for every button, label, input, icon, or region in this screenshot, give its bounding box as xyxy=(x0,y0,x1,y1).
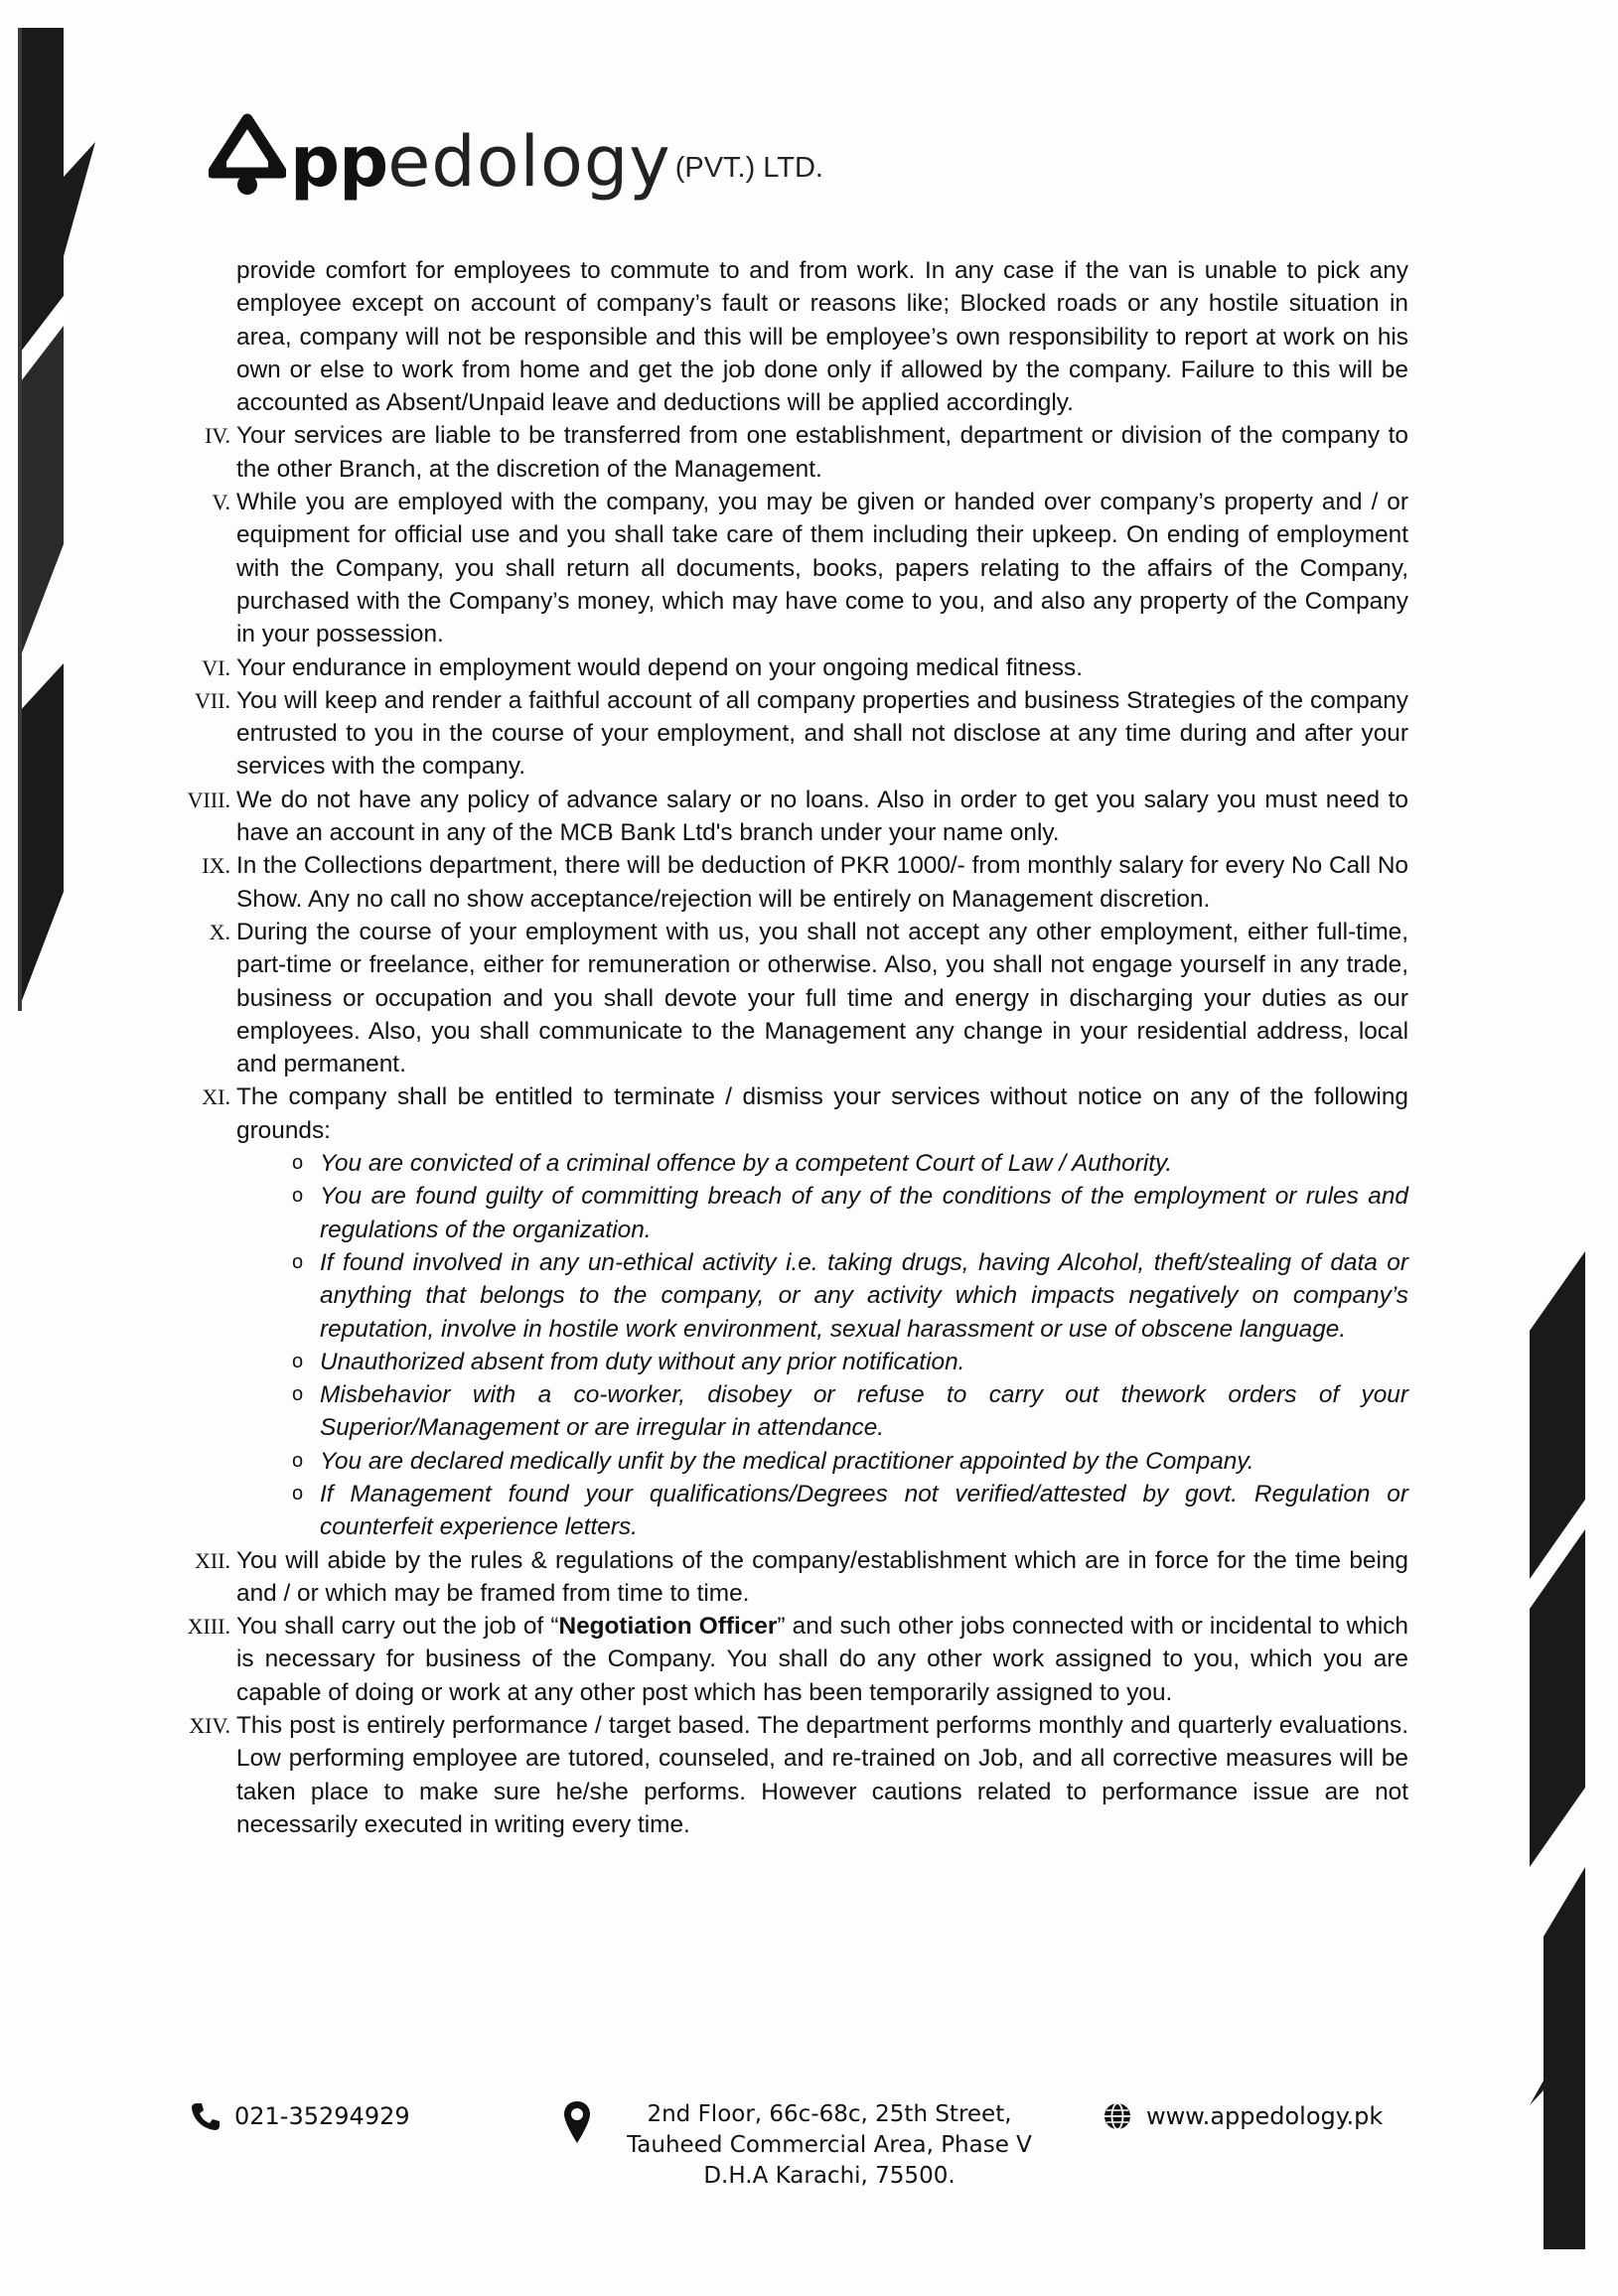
phone-icon xyxy=(191,2101,221,2131)
logo-company-suffix: (PVT.) LTD. xyxy=(674,152,823,184)
termination-ground-item xyxy=(292,1478,1408,1544)
footer-website xyxy=(1103,2101,1383,2131)
clause-item xyxy=(202,1080,1408,1147)
clause-xiv xyxy=(189,1709,1408,1841)
clause-text-start: You shall carry out the job of “ xyxy=(236,1613,559,1641)
clause-number: XIII. xyxy=(187,1614,230,1640)
letter-footer xyxy=(0,2093,1618,2213)
clause-number: IV. xyxy=(205,423,230,449)
address-line-3: D.H.A Karachi, 75500. xyxy=(703,2163,956,2189)
clause-number: V. xyxy=(212,490,230,515)
bullet-circle-icon: o xyxy=(292,1152,304,1175)
clause-text: Your endurance in employment would depend on your ongoing medical fitness. xyxy=(236,653,1083,681)
clause-list xyxy=(187,419,1408,1147)
clause-number: XII. xyxy=(194,1547,230,1573)
clause-text: This post is entirely performance / target based. The department performs monthly and quarterly evaluations. Low performing employee are tutored, counseled, and re-trained on Job, and all corrective measures will be taken place to make sure he/she performs. However cautions related to performance issue are not necessarily executed in writing every time. xyxy=(236,1712,1408,1838)
clause-text: Your services are liable to be transferred from one establishment, department or division of the company to the other Branch, at the discretion of the Management. xyxy=(236,422,1408,483)
clause-item xyxy=(202,849,1408,916)
termination-ground-item xyxy=(292,1246,1408,1346)
bullet-circle-icon: o xyxy=(292,1185,304,1208)
clause-number: XI. xyxy=(202,1084,230,1110)
letter-body xyxy=(187,254,1408,1841)
address-line-2: Tauheed Commercial Area, Phase V xyxy=(627,2132,1032,2158)
job-title: Negotiation Officer xyxy=(558,1613,778,1641)
footer-phone xyxy=(191,2101,410,2131)
clause-xii xyxy=(194,1544,1408,1611)
clause-number: IX. xyxy=(202,853,230,879)
clause-text: During the course of your employment with us, you shall not accept any other employment, either full-time, part-time or freelance, either for remuneration or otherwise. Also, you shall not engage yourself in any trade, business or occupation and you shall devote your full time and energy in discharging your duties as our employees. Also, you shall communicate to the Management any change in your residential address, local and permanent. xyxy=(236,918,1408,1078)
footer-address xyxy=(562,2099,1063,2192)
location-pin-icon xyxy=(562,2099,592,2145)
clause-xiii xyxy=(187,1610,1408,1709)
termination-grounds-list xyxy=(236,1147,1408,1544)
logo-text-light: edology xyxy=(387,121,671,203)
phone-number: 021-35294929 xyxy=(234,2102,410,2130)
bullet-circle-icon: o xyxy=(292,1383,304,1406)
clause-item xyxy=(209,916,1408,1080)
globe-icon xyxy=(1103,2101,1132,2131)
intro-paragraph: provide comfort for employees to commute to and from work. In any case if the van is unable to pick any employee except on account of company’s fault or reasons like; Blocked roads or any hostile situation in area, company will not be responsible and this will be employee’s own responsibility to report at work on his own or else to work from home and get the job done only if allowed by the company. Failure to this will be accounted as Absent/Unpaid leave and deductions will be applied accordingly. xyxy=(236,257,1408,417)
clause-item xyxy=(212,486,1408,650)
logo-text-bold: pp xyxy=(290,121,388,203)
clause-number: X. xyxy=(209,919,230,944)
bullet-circle-icon: o xyxy=(292,1250,304,1273)
bullet-circle-icon: o xyxy=(292,1482,304,1505)
termination-ground-item xyxy=(292,1346,1408,1378)
clause-text-end: ” and such other jobs connected with or incidental to which is necessary for business of the Company. You shall do any other work assigned to you, which you are capable of doing or work at any other post which has been temporarily assigned to you. xyxy=(236,1613,1408,1706)
left-decorative-band xyxy=(18,28,95,1011)
ground-text: You are found guilty of committing breach of any of the conditions of the employment or rules and regulations of the organization. xyxy=(320,1183,1408,1243)
clause-number: VII. xyxy=(194,687,230,713)
ground-text: If found involved in any un-ethical activity i.e. taking drugs, having Alcohol, theft/stealing of data or anything that belongs to the company, or any activity which impacts negatively on company’s reputation, involve in hostile work environment, sexual harassment or use of obscene language. xyxy=(320,1248,1408,1343)
ground-text: If Management found your qualifications/Degrees not verified/attested by govt. Regulation or counterfeit experience letters. xyxy=(320,1480,1408,1541)
clause-number: VIII. xyxy=(187,787,230,812)
termination-ground-item xyxy=(292,1147,1408,1180)
clause-text: In the Collections department, there will be deduction of PKR 1000/- from monthly salary for every No Call No Show. Any no call no show acceptance/rejection will be entirely on Management discretion. xyxy=(236,852,1408,913)
clause-number: XIV. xyxy=(189,1713,230,1739)
website-url[interactable]: www.appedology.pk xyxy=(1146,2102,1384,2130)
ground-text: You are convicted of a criminal offence by a competent Court of Law / Authority. xyxy=(320,1150,1173,1178)
ground-text: Misbehavior with a co-worker, disobey or refuse to carry out thework orders of your Superior/Management or are irregular in attendance. xyxy=(320,1381,1408,1442)
ground-text: You are declared medically unfit by the medical practitioner appointed by the Company. xyxy=(320,1447,1254,1475)
appedology-logo-icon xyxy=(209,113,286,197)
clause-text: You will keep and render a faithful account of all company properties and business Strategies of the company entrusted to you in the course of your employment, and shall not disclose at any time during and after your services with the company. xyxy=(236,686,1408,781)
termination-ground-item xyxy=(292,1180,1408,1246)
termination-ground-item xyxy=(292,1378,1408,1445)
termination-ground-item xyxy=(292,1445,1408,1478)
clause-number: VI. xyxy=(202,654,230,680)
bullet-circle-icon: o xyxy=(292,1449,304,1472)
bullet-circle-icon: o xyxy=(292,1350,304,1372)
clause-item xyxy=(187,784,1408,850)
address-line-1: 2nd Floor, 66c-68c, 25th Street, xyxy=(647,2101,1012,2127)
company-logo xyxy=(209,97,823,203)
clause-item xyxy=(202,651,1408,684)
clause-text: You will abide by the rules & regulations of the company/establishment which are in force for the time being and / or which may be framed from time to time. xyxy=(236,1546,1408,1607)
clause-text: We do not have any policy of advance salary or no loans. Also in order to get you salary you must need to have an account in any of the MCB Bank Ltd's branch under your name only. xyxy=(236,786,1408,847)
clause-item xyxy=(205,419,1408,486)
clause-text: While you are employed with the company, you may be given or handed over company’s property and / or equipment for official use and you shall take care of them including their upkeep. On ending of employment with the Company, you shall return all documents, books, papers relating to the affairs of the Company, purchased with the Company’s money, which may have come to you, and also any property of the Company in your possession. xyxy=(236,489,1408,648)
clause-text: The company shall be entitled to terminate / dismiss your services without notice on any of the following grounds: xyxy=(236,1083,1408,1144)
clause-item xyxy=(194,684,1408,784)
ground-text: Unauthorized absent from duty without any prior notification. xyxy=(320,1348,965,1375)
